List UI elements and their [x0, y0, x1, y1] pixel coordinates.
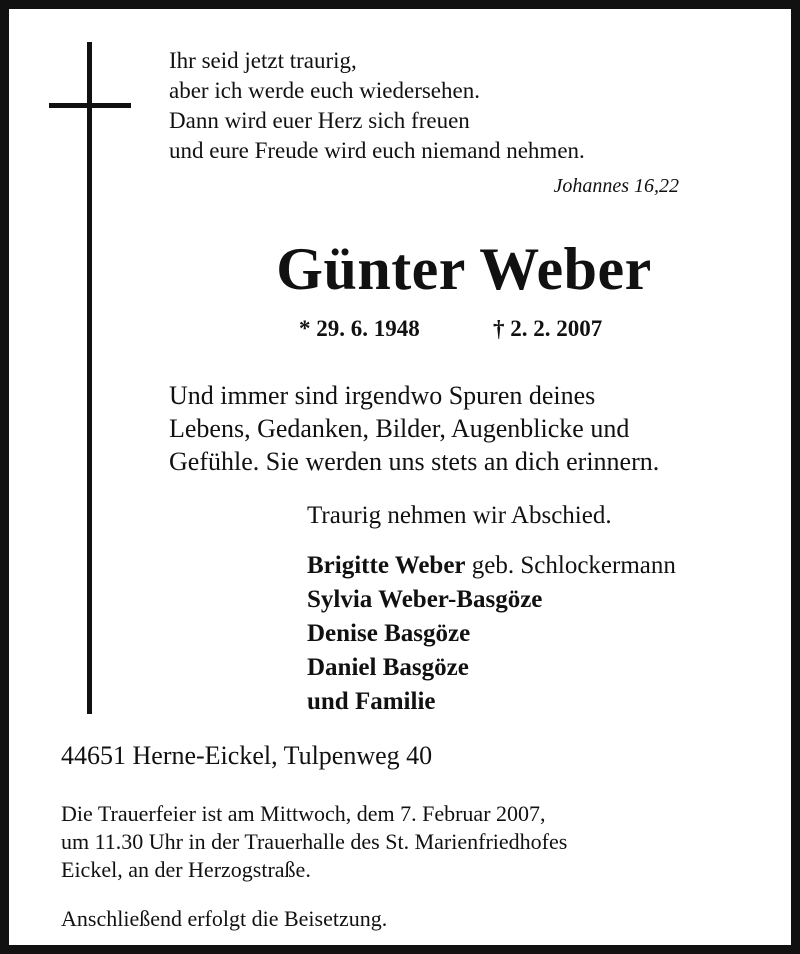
family-member — [307, 549, 676, 583]
service-line: Eickel, an der Herzogstraße. — [61, 857, 311, 882]
closing-line: Anschließend erfolgt die Beisetzung. — [61, 906, 388, 931]
family-member: und Familie — [307, 688, 436, 715]
poem-line: Ihr seid jetzt traurig, — [169, 48, 357, 73]
address: 44651 Herne-Eickel, Tulpenweg 40 — [61, 741, 433, 770]
service-details — [61, 800, 567, 884]
farewell-line: Traurig nehmen wir Abschied. — [307, 502, 612, 529]
deceased-name: Günter Weber — [276, 236, 652, 302]
poem-line: aber ich werde euch wiedersehen. — [169, 78, 480, 103]
family-list — [307, 549, 676, 719]
maiden-name: geb. Schlockermann — [471, 552, 676, 579]
verse-reference: Johannes 16,22 — [553, 175, 679, 197]
poem-line: und eure Freude wird euch niemand nehmen. — [169, 138, 585, 163]
family-member-name: Brigitte Weber — [307, 552, 466, 579]
family-member: Sylvia Weber-Basgöze — [307, 586, 543, 613]
family-member: Denise Basgöze — [307, 620, 471, 647]
birth-date: * 29. 6. 1948 — [299, 316, 420, 341]
memorial-text — [169, 379, 659, 478]
death-date: † 2. 2. 2007 — [493, 316, 603, 341]
service-line: Die Trauerfeier ist am Mittwoch, dem 7. Februar 2007, — [61, 801, 546, 826]
memorial-line: Lebens, Gedanken, Bilder, Augenblicke und — [169, 414, 630, 443]
service-line: um 11.30 Uhr in der Trauerhalle des St. Marienfriedhofes — [61, 829, 568, 854]
memorial-line: Und immer sind irgendwo Spuren deines — [169, 381, 596, 410]
cross-icon — [87, 42, 92, 714]
family-member: Daniel Basgöze — [307, 654, 469, 681]
poem — [169, 46, 585, 166]
cross-icon-beam — [49, 103, 131, 108]
memorial-line: Gefühle. Sie werden uns stets an dich erinnern. — [169, 447, 660, 476]
poem-line: Dann wird euer Herz sich freuen — [169, 108, 470, 133]
